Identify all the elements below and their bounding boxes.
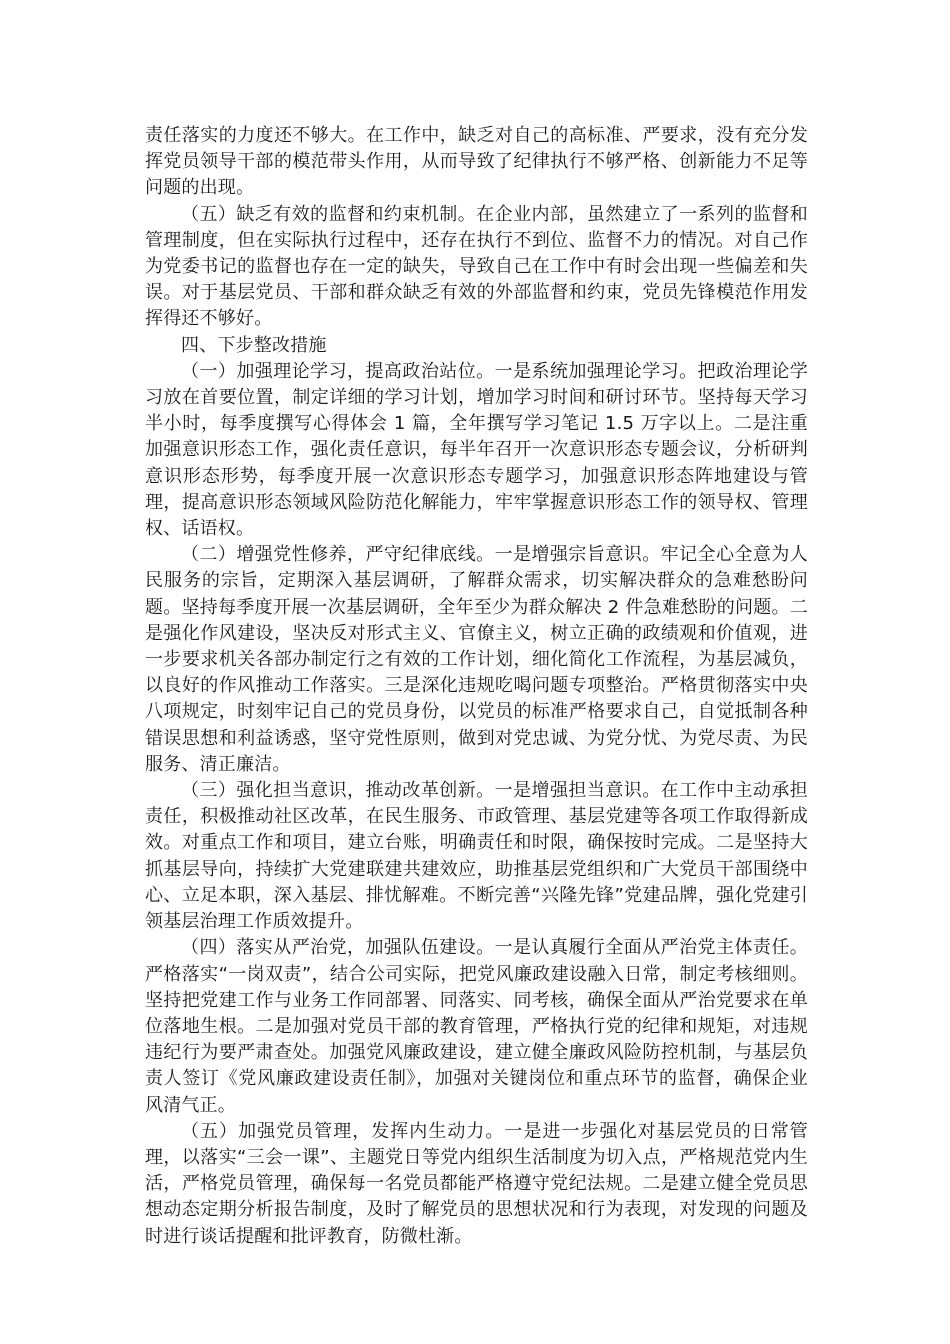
section-heading-rectification: 四、下步整改措施 xyxy=(181,334,327,356)
paragraph-theory-study: （一）加强理论学习，提高政治站位。一是系统加强理论学习。把政治理论学习放在首要位置，制定详细的学习计划，增加学习时间和研讨环节。坚持每天学习半小时，每季度撰写心得体会 1 篇，全年撰写学习笔记 1.5 万字以上。二是注重加强意识形态工作，强化责任意识，每半年召开一次意识形态专题会议，分析研判意识形态形势，每季度开展一次意识形态专题学习，加强意识形态阵地建设与管理，提高意识形态领域风险防范化解能力，牢牢掌握意识形态工作的领导权、管理权、话语权。 xyxy=(145,360,808,540)
paragraph-party-spirit: （二）增强党性修养，严守纪律底线。一是增强宗旨意识。牢记全心全意为人民服务的宗旨，定期深入基层调研，了解群众需求，切实解决群众的急难愁盼问题。坚持每季度开展一次基层调研，全年至少为群众解决 2 件急难愁盼的问题。二是强化作风建设，坚决反对形式主义、官僚主义，树立正确的政绩观和价值观，进一步要求机关各部办制定行之有效的工作计划，细化简化工作流程，为基层减负，以良好的作风推动工作落实。三是深化违规吃喝问题专项整治。严格贯彻落实中央八项规定，时刻牢记自己的党员身份，以党员的标准严格要求自己，自觉抵制各种错误思想和利益诱惑，坚守党性原则，做到对党忠诚、为党分忧、为党尽责、为民服务、清正廉洁。 xyxy=(145,544,808,775)
paragraph-responsibility-reform: （三）强化担当意识，推动改革创新。一是增强担当意识。在工作中主动承担责任，积极推动社区改革，在民生服务、市政管理、基层党建等各项工作取得新成效。对重点工作和项目，建立台账，明确责任和时限，确保按时完成。二是坚持大抓基层导向，持续扩大党建联建共建效应，助推基层党组织和广大党员干部围绕中心、立足本职，深入基层、排忧解难。不断完善“兴隆先锋”党建品牌，强化党建引领基层治理工作质效提升。 xyxy=(145,780,808,933)
paragraph-member-management: （五）加强党员管理，发挥内生动力。一是进一步强化对基层党员的日常管理，以落实“三会一课”、主题党日等党内组织生活制度为切入点，严格规范党内生活，严格党员管理，确保每一名党员都能严格遵守党纪法规。二是建立健全党员思想动态定期分析报告制度，及时了解党员的思想状况和行为表现，对发现的问题及时进行谈话提醒和批评教育，防微杜渐。 xyxy=(145,1120,808,1247)
paragraph-supervision-mechanism: （五）缺乏有效的监督和约束机制。在企业内部，虽然建立了一系列的监督和管理制度，但在实际执行过程中，还存在执行不到位、监督不力的情况。对自己作为党委书记的监督也存在一定的缺失，导致自己在工作中有时会出现一些偏差和失误。对于基层党员、干部和群众缺乏有效的外部监督和约束，党员先锋模范作用发挥得还不够好。 xyxy=(145,203,808,330)
paragraph-responsibility-gap: 责任落实的力度还不够大。在工作中，缺乏对自己的高标准、严要求，没有充分发挥党员领导干部的模范带头作用，从而导致了纪律执行不够严格、创新能力不足等问题的出现。 xyxy=(145,125,808,199)
document-page xyxy=(145,123,808,1250)
paragraph-strict-governance: （四）落实从严治党，加强队伍建设。一是认真履行全面从严治党主体责任。严格落实“一岗双责”，结合公司实际，把党风廉政建设融入日常，制定考核细则。坚持把党建工作与业务工作同部署、同落实、同考核，确保全面从严治党要求在单位落地生根。二是加强对党员干部的教育管理，严格执行党的纪律和规矩，对违规违纪行为要严肃查处。加强党风廉政建设，建立健全廉政风险防控机制，与基层负责人签订《党风廉政建设责任制》，加强对关键岗位和重点环节的监督，确保企业风清气正。 xyxy=(145,937,808,1116)
